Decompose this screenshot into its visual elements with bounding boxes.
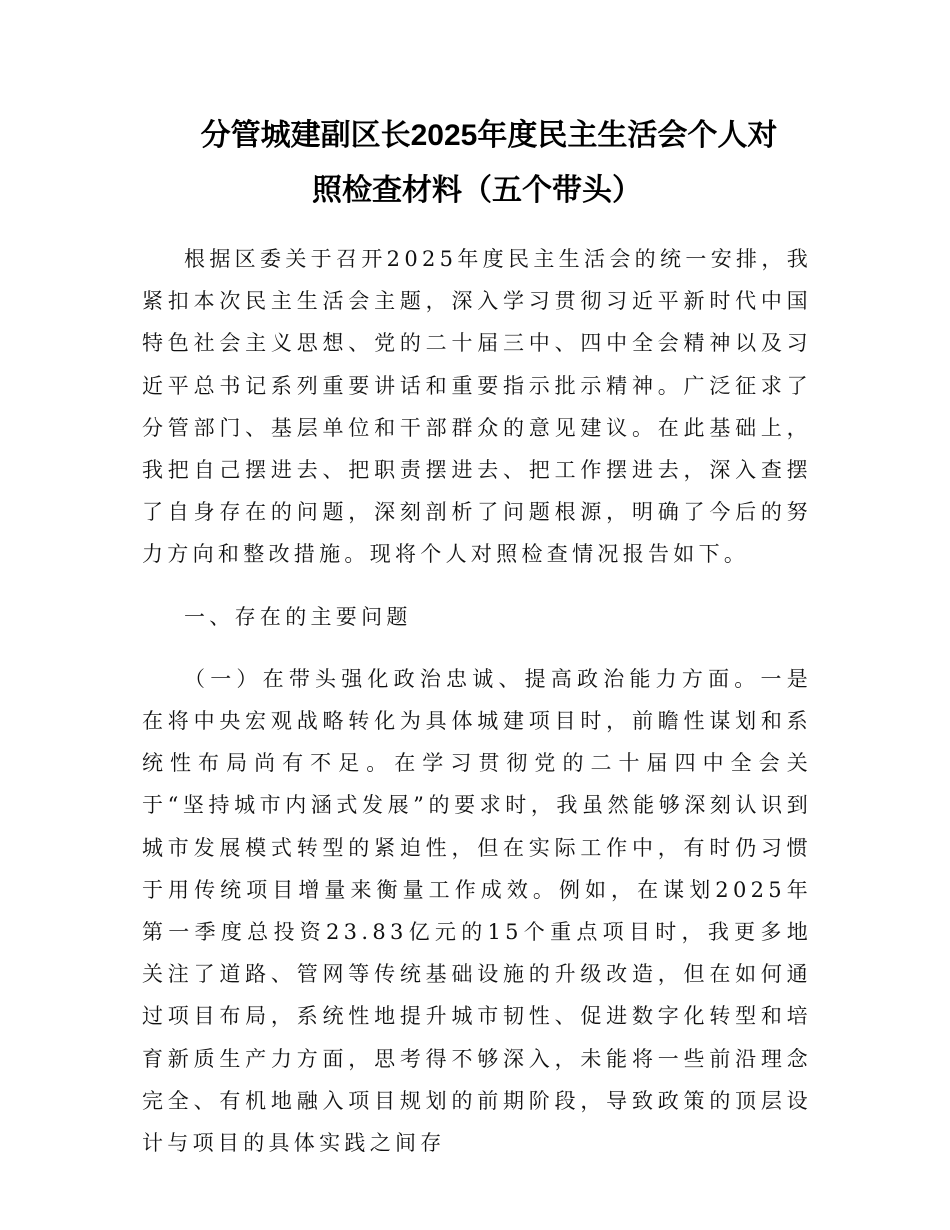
section-heading: 一、存在的主要问题 bbox=[184, 604, 412, 629]
section-1-paragraph: （一）在带头强化政治忠诚、提高政治能力方面。一是在将中央宏观战略转化为具体城建项目时，前瞻性谋划和系统性布局尚有不足。在学习贯彻党的二十届四中全会关于“坚持城市内涵式发展”的要求时，我虽然能够深刻认识到城市发展模式转型的紧迫性，但在实际工作中，有时仍习惯于用传统项目增量来衡量工作成效。例如，在谋划2025年第一季度总投资23.83亿元的15个重点项目时，我更多地关注了道路、管网等传统基础设施的升级改造，但在如何通过项目布局，系统性地提升城市韧性、促进数字化转型和培育新质生产力方面，思考得不够深入，未能将一些前沿理念完全、有机地融入项目规划的前期阶段，导致政策的顶层设计与项目的具体实践之间存 bbox=[142, 666, 812, 1156]
document-page bbox=[142, 108, 812, 1164]
intro-paragraph: 根据区委关于召开2025年度民主生活会的统一安排，我紧扣本次民主生活会主题，深入学习贯彻习近平新时代中国特色社会主义思想、党的二十届三中、四中全会精神以及习近平总书记系列重要讲话和重要指示批示精神。广泛征求了分管部门、基层单位和干部群众的意见建议。在此基础上，我把自己摆进去、把职责摆进去、把工作摆进去，深入查摆了自身存在的问题，深刻剖析了问题根源，明确了今后的努力方向和整改措施。现将个人对照检查情况报告如下。 bbox=[142, 247, 812, 567]
title-line-2: 照检查材料（五个带头） bbox=[312, 174, 642, 207]
title-line-1: 分管城建副区长2025年度民主生活会个人对 bbox=[200, 119, 778, 152]
document-title bbox=[142, 108, 812, 218]
